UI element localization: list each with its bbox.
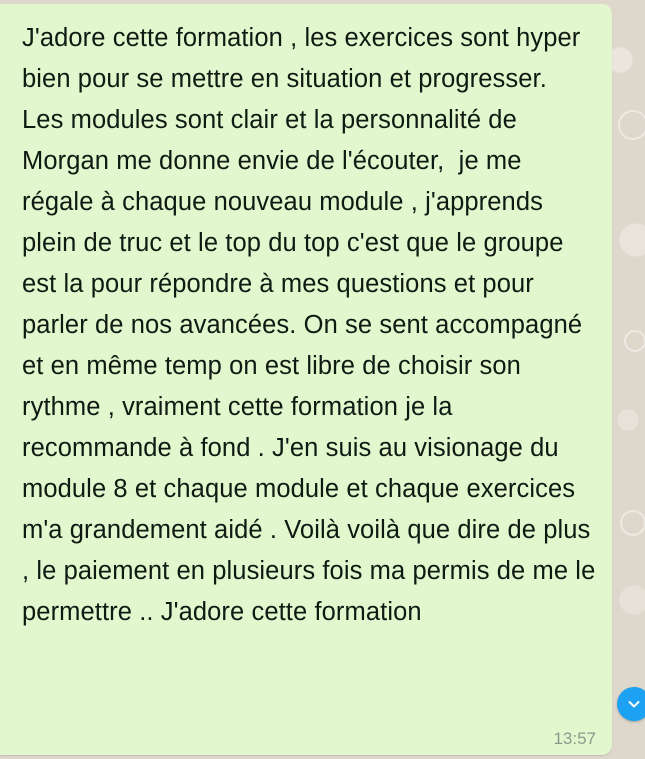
chat-message-bubble[interactable] bbox=[0, 4, 612, 755]
wallpaper-doodle bbox=[620, 510, 645, 536]
scroll-to-bottom-button[interactable] bbox=[617, 687, 645, 721]
wallpaper-doodle bbox=[618, 110, 645, 140]
chevron-down-icon bbox=[626, 696, 642, 712]
message-timestamp: 13:57 bbox=[553, 729, 596, 748]
message-meta bbox=[553, 729, 596, 749]
wallpaper-doodle bbox=[624, 330, 645, 352]
message-text: J'adore cette formation , les exercices sont hyper bien pour se mettre en situation et progresser. Les modules sont clair et la personnalité de Morgan me donne envie de l'écouter, je me régale à chaque nouveau module , j'apprends plein de truc et le top du top c'est que le groupe est la pour répondre à mes questions et pour parler de nos avancées. On se sent accompagné et en même temp on est libre de choisir son rythme , vraiment cette formation je la recommande à fond . J'en suis au visionage du module 8 et chaque module et chaque exercices m'a grandement aidé . Voilà voilà que dire de plus , le paiement en plusieurs fois ma permis de me le permettre .. J'adore cette formation bbox=[22, 24, 603, 626]
